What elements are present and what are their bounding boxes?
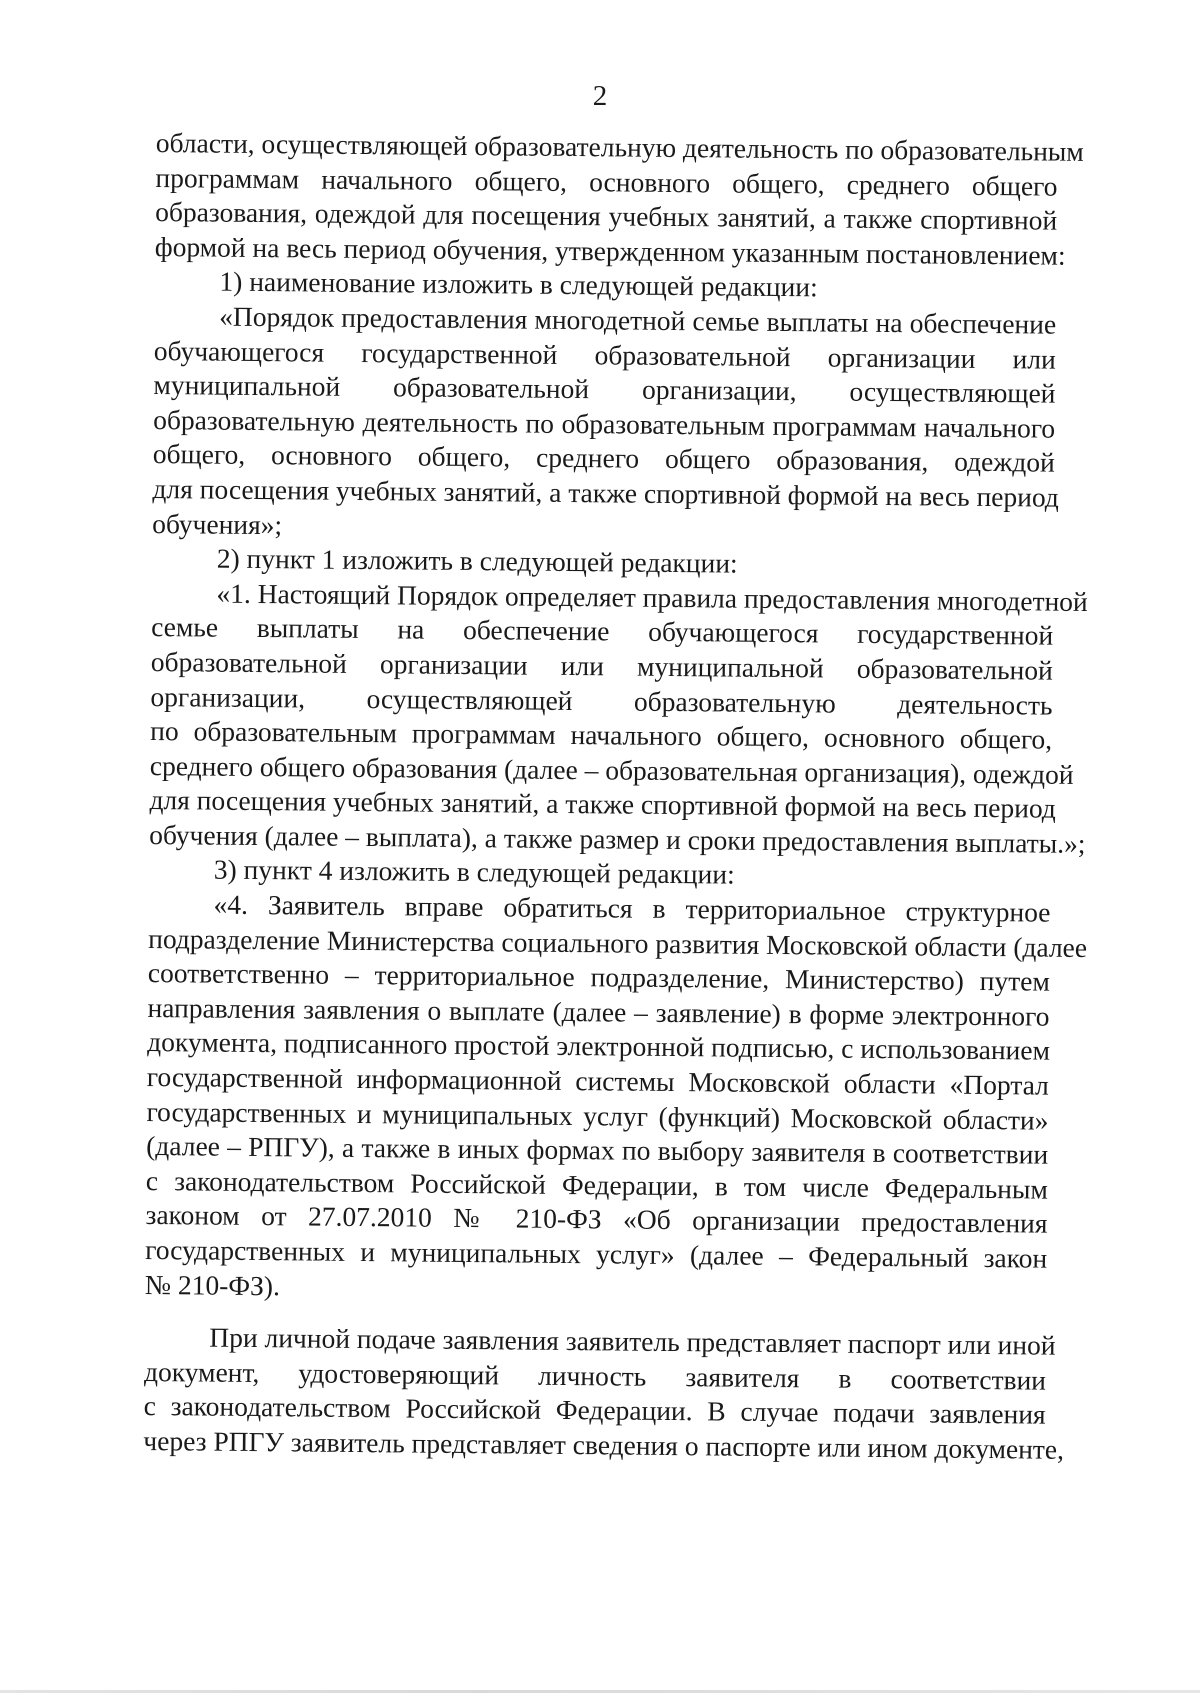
text-line: обучения (далее – выплата), а также размер и сроки предоставления выплаты.»; [149,818,1086,859]
list-item-2-heading: 2) пункт 1 изложить в следующей редакции: [216,542,738,579]
text-line: для посещения учебных занятий, а также спортивной формой на весь период [149,784,1057,824]
text-line: государственных и муниципальных услуг (функций) Московской области» [146,1095,1049,1136]
text-line: соответственно – территориальное подразделение, Министерство) путем [147,957,1050,997]
text-line: № 210-ФЗ). [144,1268,281,1301]
text-line: направления заявления о выплате (далее – заявление) в форме электронного [147,991,1050,1032]
text-line: документ, удостоверяющий личность заявителя в соответствии [143,1355,1047,1396]
text-line: «4. Заявитель вправе обратиться в территориальное структурное [213,888,1051,928]
text-line: образовательной организации или муниципальной образовательной [150,645,1053,686]
text-line: с законодательством Российской Федерации. В случае подачи заявления [143,1390,1046,1430]
text-line: государственных и муниципальных услуг» (далее – Федеральный закон [145,1233,1048,1274]
text-line: образования, одеждой для посещения учебных занятий, а также спортивной [155,196,1058,236]
text-line: через РПГУ заявитель представляет сведения о паспорте или ином документе, [143,1424,1065,1465]
scan-edge-divider [0,1690,1200,1693]
text-line: по образовательным программам начального общего, основного общего, [150,715,1053,755]
text-line: законом от 27.07.2010 № 210-ФЗ «Об организации предоставления [145,1199,1048,1240]
text-line: общего, основного общего, среднего общего образования, одеждой [152,438,1055,478]
text-line: муниципальной образовательной организации, осуществляющей [153,369,1056,409]
text-line: среднего общего образования (далее – образовательная организация), одеждой [149,749,1074,790]
text-line: государственной информационной системы Московской области «Портал [146,1060,1049,1101]
text-line: формой на весь период обучения, утвержденном указанным постановлением: [154,230,1066,271]
text-line: подразделение Министерства социального развития Московской области (далее [148,922,1088,963]
text-line: области, осуществляющей образовательную деятельность по образовательным [155,126,1084,167]
text-line: организации, осуществляющей образовательную деятельность [150,680,1053,721]
text-line: обучения»; [152,507,283,540]
list-item-3-heading: 3) пункт 4 изложить в следующей редакции: [213,854,735,891]
list-item-1-heading: 1) наименование изложить в следующей редакции: [219,265,818,303]
text-line: «1. Настоящий Порядок определяет правила предоставления многодетной [216,577,1088,617]
text-line: (далее – РПГУ), а также в иных формах по выбору заявителя в соответствии [146,1130,1049,1170]
text-line: документа, подписанного простой электронной подписью, с использованием [147,1026,1051,1067]
text-line: семье выплаты на обеспечение обучающегося государственной [151,611,1054,651]
text-line: При личной подаче заявления заявитель представляет паспорт или иной [209,1321,1056,1361]
text-line: «Порядок предоставления многодетной семье выплаты на обеспечение [219,300,1057,340]
page-number: 2 [592,80,608,112]
text-line: обучающегося государственной образовательной организации или [153,334,1056,375]
document-body [143,126,1088,1467]
text-line: для посещения учебных занятий, а также спортивной формой на весь период [152,472,1060,513]
text-line: с законодательством Российской Федерации, в том числе Федеральным [145,1164,1048,1205]
text-line: образовательную деятельность по образовательным программам начального [153,403,1056,444]
text-line: программам начального общего, основного общего, среднего общего [155,161,1058,202]
